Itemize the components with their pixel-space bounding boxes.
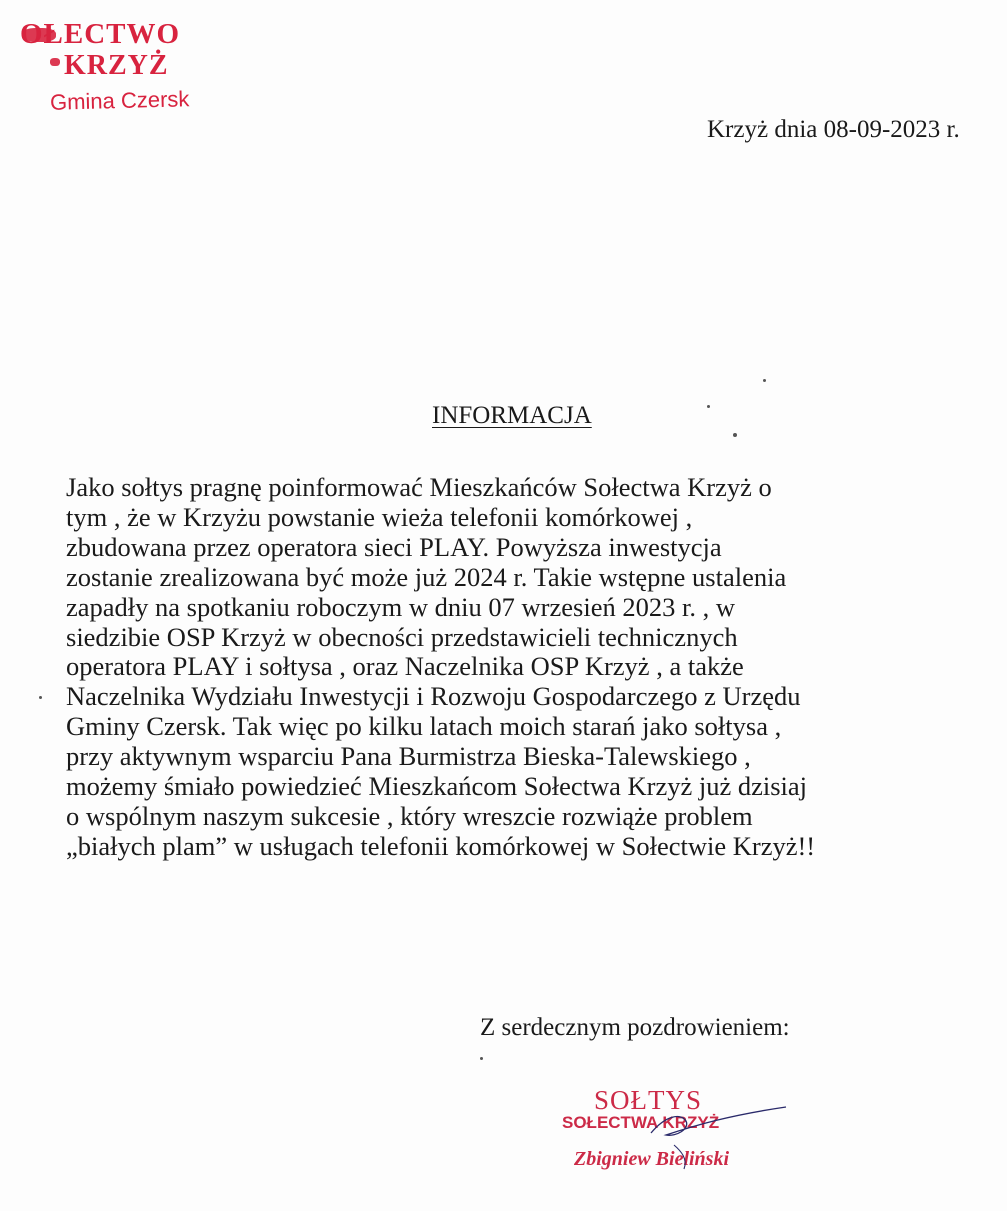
body-line: Gminy Czersk. Tak więc po kilku latach moich starań jako sołtysa , <box>66 711 782 742</box>
scan-speck <box>39 696 42 699</box>
signature-name: Zbigniew Bieliński <box>574 1148 730 1170</box>
body-line: zbudowana przez operatora sieci PLAY. Powyższa inwestycja <box>66 531 722 562</box>
body-line: o wspólnym naszym sukcesie , który wreszcie rozwiąże problem <box>66 800 753 831</box>
scan-speck <box>707 405 710 408</box>
scan-speck <box>763 379 766 382</box>
body-line: operatora PLAY i sołtysa , oraz Naczelnika OSP Krzyż , a także <box>66 651 744 682</box>
letter-heading: INFORMACJA <box>432 402 592 429</box>
body-line: zostanie zrealizowana być może już 2024 r. Takie wstępne ustalenia <box>66 561 787 592</box>
signature-title: SOŁTYS <box>594 1085 703 1115</box>
stamp-line-2: KRZYŻ <box>64 50 169 81</box>
body-line: możemy śmiało powiedzieć Mieszkańcom Sołectwa Krzyż już dzisiaj <box>66 771 808 802</box>
signature-subtitle: SOŁECTWA KRZYŻ <box>562 1113 720 1132</box>
body-line: Naczelnika Wydziału Inwestycji i Rozwoju Gospodarczego z Urzędu <box>66 681 801 712</box>
body-line: siedzibie OSP Krzyż w obecności przedstawicieli technicznych <box>66 621 738 652</box>
body-line: tym , że w Krzyżu powstanie wieża telefonii komórkowej , <box>66 501 693 532</box>
scan-speck <box>480 1057 483 1060</box>
stamp-line-1: OŁECTWO <box>20 18 181 50</box>
letter-date: Krzyż dnia 08-09-2023 r. <box>707 116 960 143</box>
body-line: Jako sołtys pragnę poinformować Mieszkańców Sołectwa Krzyż o <box>66 472 772 502</box>
scan-speck <box>733 433 737 437</box>
body-line: „białych plam” w usługach telefonii komórkowej w Sołectwie Krzyż!! <box>66 830 816 861</box>
signature-stamp <box>556 1085 796 1185</box>
stamp-line-3: Gmina Czersk <box>49 86 190 115</box>
body-line: zapadły na spotkaniu roboczym w dniu 07 wrzesień 2023 r. , w <box>66 591 735 622</box>
body-line: przy aktywnym wsparciu Pana Burmistrza Bieska-Talewskiego , <box>66 741 751 772</box>
signature-scribble <box>556 1085 796 1185</box>
letter-body <box>66 473 1006 862</box>
closing-greeting: Z serdecznym pozdrowieniem: <box>480 1014 790 1041</box>
village-stamp <box>20 18 250 118</box>
